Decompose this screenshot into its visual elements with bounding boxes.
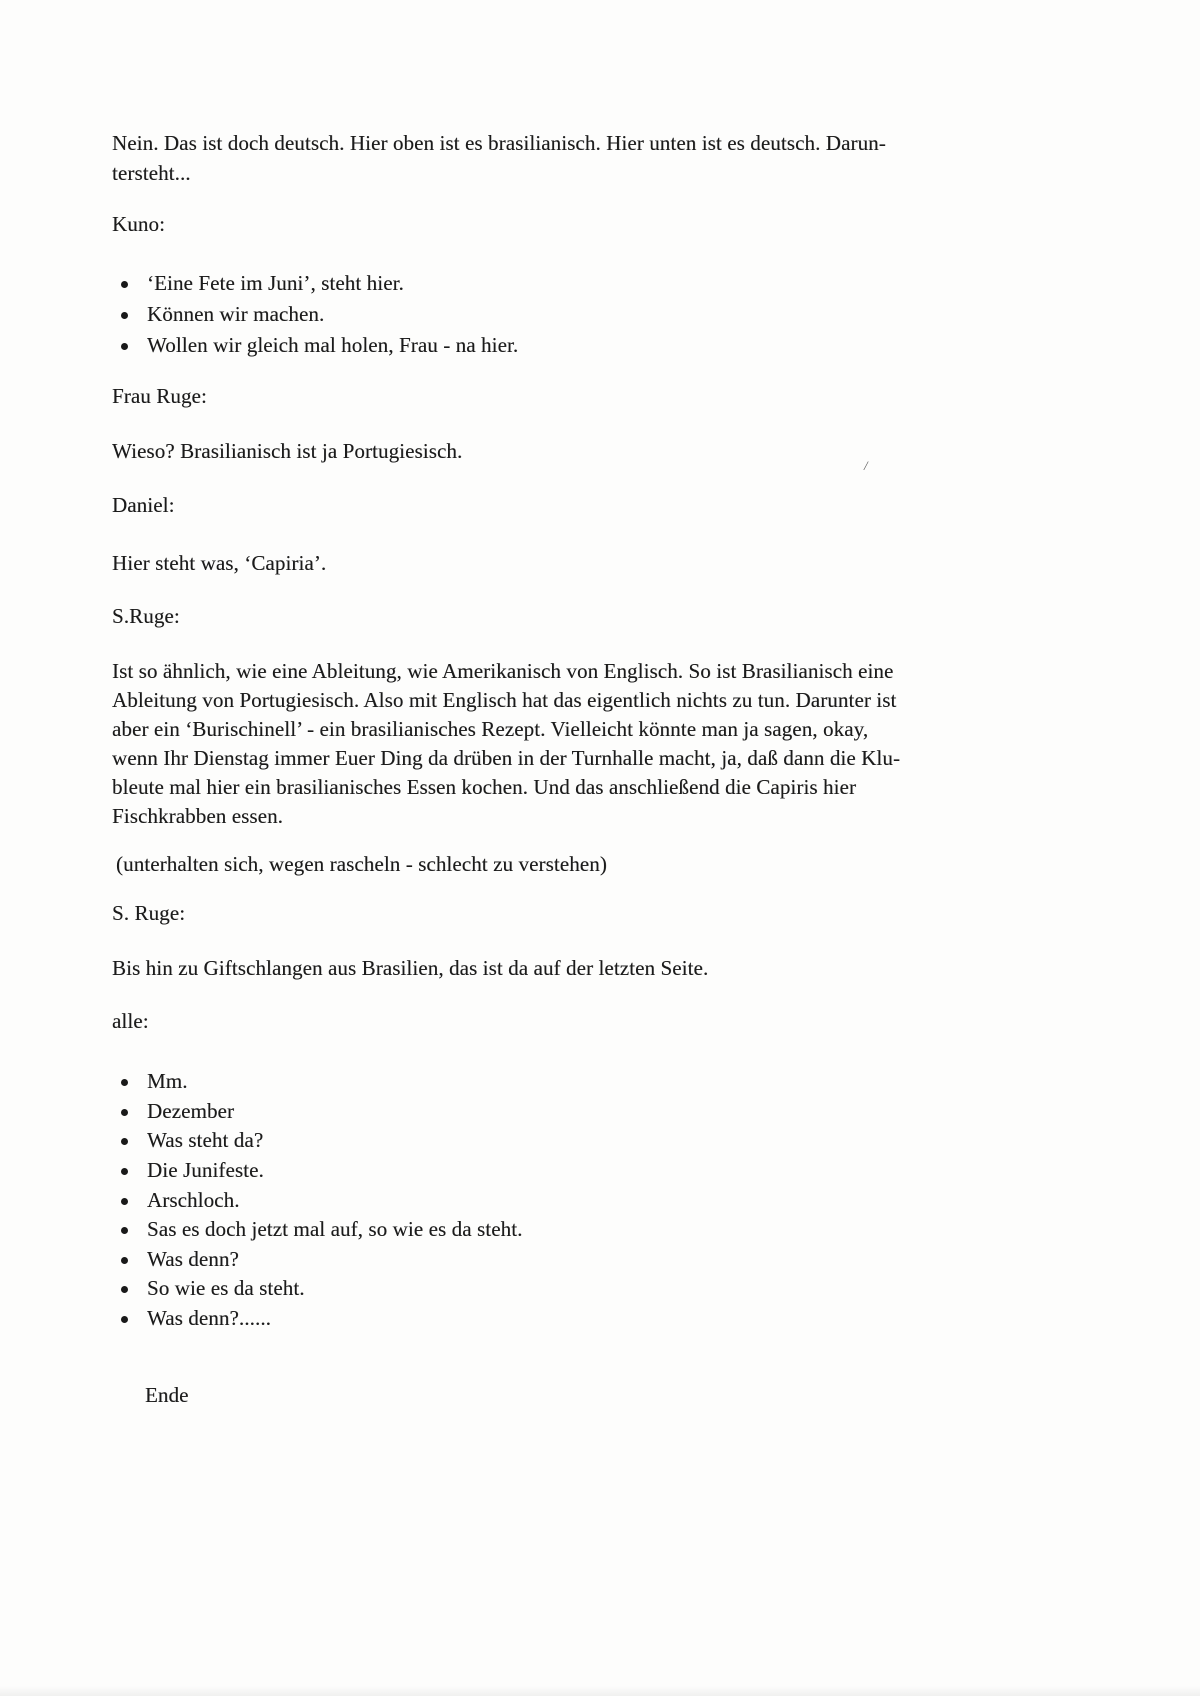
speaker-label-frau-ruge: Frau Ruge: [112, 384, 207, 408]
bullet-item [112, 1067, 523, 1097]
bullet-item [112, 1274, 523, 1304]
bullet-item [112, 1245, 523, 1275]
frau-ruge-quote [112, 437, 462, 465]
speaker-label-kuno: Kuno: [112, 212, 165, 236]
daniel-quote [112, 549, 326, 577]
bullet-icon [121, 1286, 128, 1293]
speaker-label-s-ruge: S.Ruge: [112, 604, 180, 628]
alle-quote-list [112, 1067, 523, 1333]
bullet-icon [121, 281, 128, 288]
text-line: Bis hin zu Giftschlangen aus Brasilien, das ist da auf der letzten Seite. [112, 956, 709, 980]
bullet-item [112, 1097, 523, 1127]
bullet-item-text: Sas es doch jetzt mal auf, so wie es da steht. [147, 1217, 523, 1242]
text-line: wenn Ihr Dienstag immer Euer Ding da drüben in der Turnhalle macht, ja, daß dann die Klu- [112, 746, 901, 770]
s-ruge-quote-2 [112, 954, 708, 982]
bullet-icon [121, 1168, 128, 1175]
ende-label: Ende [145, 1383, 189, 1407]
bullet-item-text: Dezember [147, 1098, 235, 1123]
bullet-item-text: So wie es da steht. [147, 1276, 305, 1301]
text-line: (unterhalten sich, wegen rascheln - schlecht zu verstehen) [116, 852, 607, 876]
bullet-item [112, 1156, 523, 1186]
bullet-icon [121, 1198, 128, 1205]
speaker-label-daniel: Daniel: [112, 493, 175, 517]
bullet-item-text: Die Junifeste. [147, 1158, 264, 1183]
bullet-item [112, 299, 518, 330]
bullet-item-text: ‘Eine Fete im Juni’, steht hier. [147, 271, 404, 295]
s-ruge-quote [112, 657, 900, 831]
bullet-item-text: Was denn? [147, 1246, 239, 1271]
bullet-item-text: Können wir machen. [147, 302, 325, 326]
stage-direction [116, 850, 607, 878]
bullet-icon [121, 1138, 128, 1145]
bullet-item-text: Mm. [147, 1069, 188, 1094]
text-line: Fischkrabben essen. [112, 804, 284, 828]
bullet-icon [121, 1079, 128, 1086]
speaker-label-s-ruge-2: S. Ruge: [112, 901, 186, 925]
text-line: tersteht... [112, 161, 191, 185]
bullet-item-text: Was steht da? [147, 1128, 264, 1153]
kuno-quote-list [112, 268, 518, 361]
bullet-item-text: Arschloch. [147, 1187, 240, 1212]
intro-paragraph [112, 128, 886, 188]
bullet-item [112, 1126, 523, 1156]
speaker-label-alle: alle: [112, 1009, 149, 1033]
bullet-item [112, 330, 518, 361]
bullet-item [112, 268, 518, 299]
text-line: aber ein ‘Burischinell’ - ein brasilianisches Rezept. Vielleicht könnte man ja sagen, okay, [112, 717, 869, 741]
text-line: Ist so ähnlich, wie eine Ableitung, wie Amerikanisch von Englisch. So ist Brasilianisch eine [112, 659, 894, 683]
bullet-item [112, 1215, 523, 1245]
text-line: Ableitung von Portugiesisch. Also mit Englisch hat das eigentlich nichts zu tun. Darunter ist [112, 688, 897, 712]
bullet-icon [121, 1316, 128, 1323]
bullet-item-text: Was denn?...... [147, 1306, 272, 1331]
bullet-icon [121, 1227, 128, 1234]
bullet-icon [121, 1109, 128, 1116]
text-line: bleute mal hier ein brasilianisches Essen kochen. Und das anschließend die Capiris hier [112, 775, 857, 799]
text-line: Hier steht was, ‘Capiria’. [112, 551, 327, 575]
bullet-item [112, 1185, 523, 1215]
scan-edge-shading [0, 1686, 1200, 1696]
bullet-item [112, 1304, 523, 1334]
text-line: Wieso? Brasilianisch ist ja Portugiesisch. [112, 439, 463, 463]
text-line: Nein. Das ist doch deutsch. Hier oben ist es brasilianisch. Hier unten ist es deutsch. Darun- [112, 131, 886, 155]
bullet-item-text: Wollen wir gleich mal holen, Frau - na hier. [147, 333, 519, 357]
bullet-icon [121, 1257, 128, 1264]
bullet-icon [121, 343, 128, 350]
scan-artifact-slash: / [864, 458, 868, 473]
bullet-icon [121, 312, 128, 319]
